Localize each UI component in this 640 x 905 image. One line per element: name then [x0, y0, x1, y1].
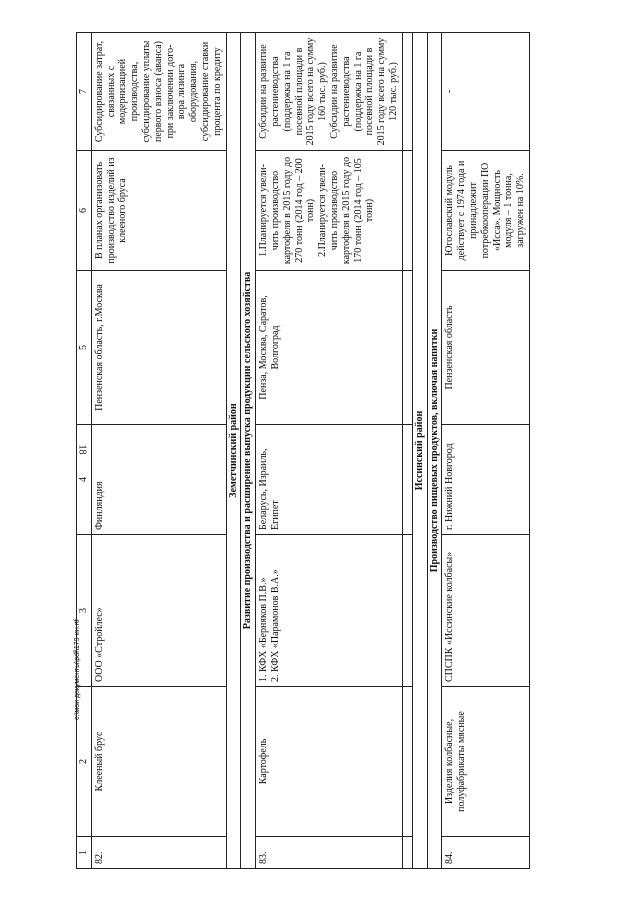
support-cell-line: Субсидирование затрат, связанных с модернизацией производства, субсидирование уплаты первого взноса (аванса) при заключении дого-вора лизинга оборудования, субсидирование ставки процента по кредиту — [93, 40, 223, 143]
column-header: 4 — [77, 425, 92, 535]
support-cell — [256, 33, 403, 151]
region-cell: Пензенская область — [442, 271, 530, 425]
plans-cell-line: В планах организовать производство изделий из клееного бруса — [93, 157, 129, 264]
plans-cell — [256, 151, 403, 271]
section-heading: Земетчинский район — [226, 33, 241, 869]
section-heading-row — [241, 33, 256, 869]
data-table — [76, 32, 530, 869]
section-heading: Развитие производства и расширение выпуска продукции сельского хозяйства — [241, 33, 256, 869]
support-cell-line: Субсидии на развитие растениеводства (поддержка на 1 га посевной площади в 2015 году всего на сумму 160 тыс. руб.) — [258, 37, 329, 146]
empty-cell — [402, 271, 412, 425]
header-row — [77, 33, 92, 869]
producer-cell — [91, 535, 226, 687]
product-cell: Клееный брус — [91, 687, 226, 837]
producer-cell — [442, 535, 530, 687]
table-body — [77, 33, 530, 869]
support-cell — [442, 33, 530, 151]
empty-cell — [402, 535, 412, 687]
column-header: 3 — [77, 535, 92, 687]
support-cell — [91, 33, 226, 151]
column-header: 7 — [77, 33, 92, 151]
product-cell: Изделия колбасные, полуфабрикаты мясные — [442, 687, 530, 837]
column-header: 2 — [77, 687, 92, 837]
support-cell-line: - — [444, 89, 456, 94]
plans-cell — [91, 151, 226, 271]
region-cell: Пенза, Москва, Саратов, Волгоград — [256, 271, 403, 425]
empty-cell — [402, 687, 412, 837]
producer-cell-line: ООО «Стройлес» — [93, 607, 105, 682]
column-header: 6 — [77, 151, 92, 271]
country-cell: Беларусь, Израиль, Египет — [256, 425, 403, 535]
section-heading: Иссинский район — [412, 33, 427, 869]
row-number-cell: 84. — [442, 837, 530, 869]
empty-cell — [402, 33, 412, 151]
empty-cell — [402, 425, 412, 535]
rotated-table-page — [76, 33, 581, 869]
section-heading: Производство пищевых продуктов, включая напитки — [427, 33, 442, 869]
producer-cell-line: 1. КФХ «Берняков П.В.» — [258, 577, 270, 682]
page-number: 18 — [76, 444, 88, 455]
table-row — [442, 33, 530, 869]
plans-cell-line: 2.Планируется увели-чить производство картофеля в 2015 году до 170 тонн (2014 год – 105 тонн) — [317, 156, 376, 265]
plans-cell — [442, 151, 530, 271]
table-row — [256, 33, 403, 869]
section-heading-row — [226, 33, 241, 869]
table-row — [91, 33, 226, 869]
empty-cell — [402, 151, 412, 271]
column-header: 1 — [77, 837, 92, 869]
country-cell: Финляндия — [91, 425, 226, 535]
plans-cell-line: 1.Планируется увели-чить производство картофеля в 2015 году до 270 тонн (2014 год – 200 тонн) — [258, 156, 317, 265]
spacer-row — [402, 33, 412, 869]
producer-cell-line: СПСПК «Иссинские колбасы» — [444, 551, 456, 682]
section-heading-row — [412, 33, 427, 869]
empty-cell — [402, 837, 412, 869]
column-header: 5 — [77, 271, 92, 425]
row-number-cell: 82. — [91, 837, 226, 869]
producer-cell-line: 2. КФХ «Парамонов В.А.» — [269, 569, 281, 682]
country-cell: г. Нижний Новгород — [442, 425, 530, 535]
support-cell-line: Субсидии на развитие растениеводства (поддержка на 1 га посевной площади в 2015 году всего на сумму 120 тыс. руб.) — [328, 37, 399, 146]
file-path-footer: c:\мои документы\pdf\179-ин.rtf — [74, 619, 81, 720]
producer-cell — [256, 535, 403, 687]
row-number-cell: 83. — [256, 837, 403, 869]
section-heading-row — [427, 33, 442, 869]
product-cell: Картофель — [256, 687, 403, 837]
plans-cell-line: Югославский модуль действует с 1974 года и принадлежит потребкооперации ПО «Исса». Мощность модуля – 1 тонна, загружен на 10%. — [444, 160, 527, 261]
region-cell: Пензенская область, г.Москва — [91, 271, 226, 425]
